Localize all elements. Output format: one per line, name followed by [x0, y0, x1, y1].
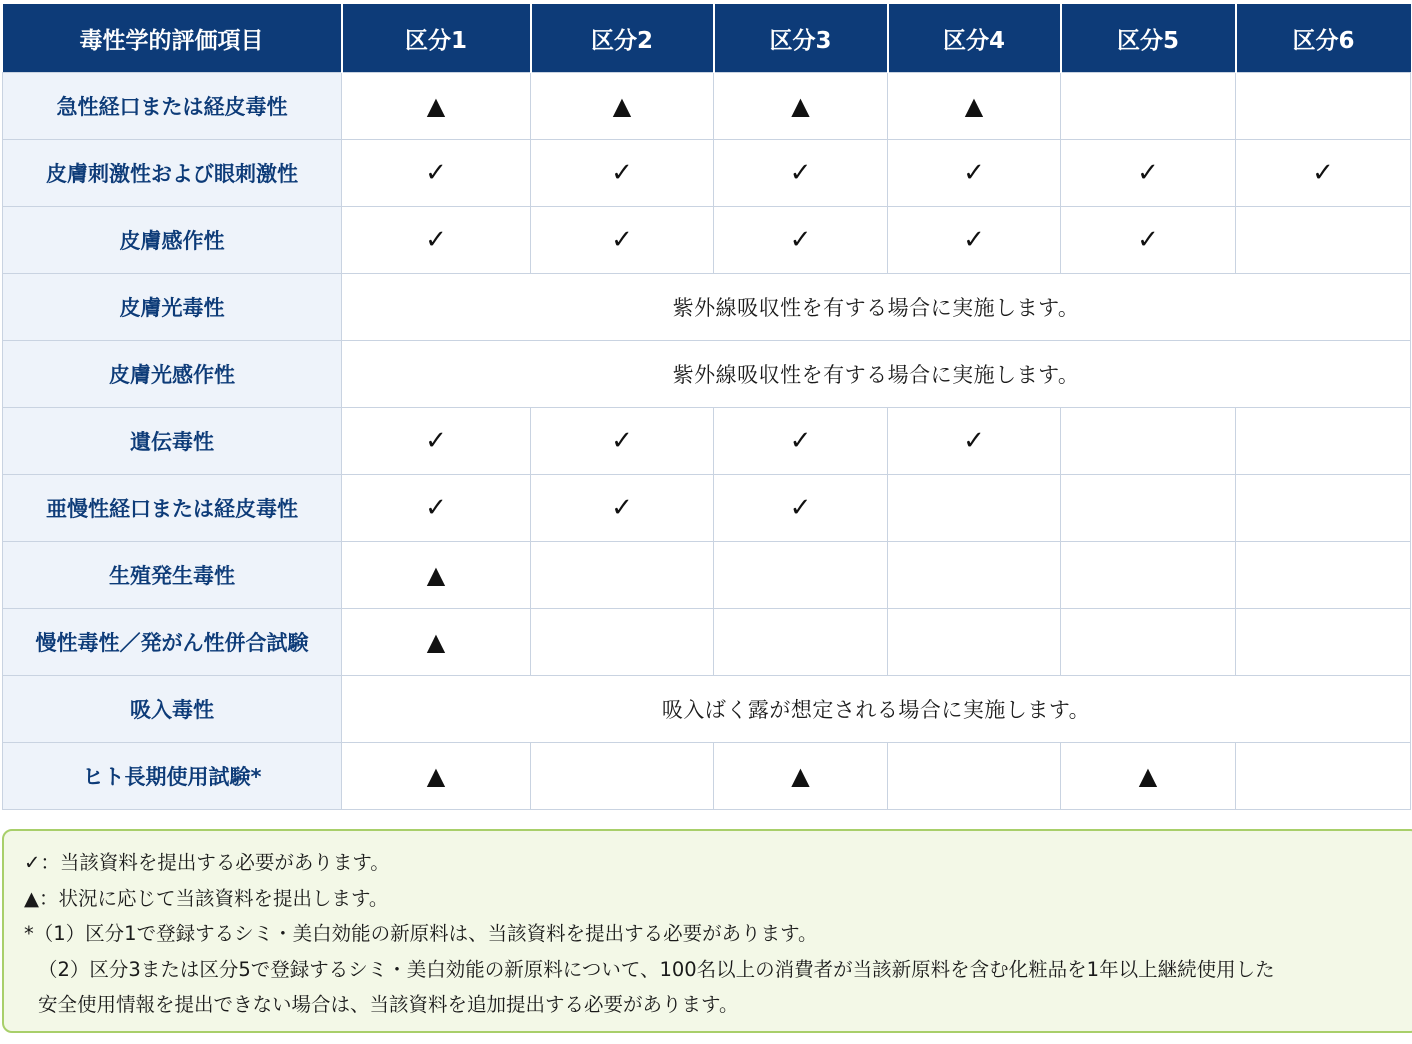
- check-icon: ✓: [1312, 158, 1334, 188]
- row-label: 皮膚刺激性および眼刺激性: [3, 140, 342, 207]
- table-cell: [714, 475, 888, 542]
- header-category-1: 区分1: [342, 4, 531, 73]
- row-label: 亜慢性経口または経皮毒性: [3, 475, 342, 542]
- table-row: [3, 341, 1411, 408]
- check-icon: ✓: [425, 493, 447, 523]
- check-icon: ✓: [611, 426, 633, 456]
- table-row: [3, 542, 1411, 609]
- check-icon: ✓: [963, 225, 985, 255]
- table-cell: [714, 140, 888, 207]
- table-cell: [342, 475, 531, 542]
- table-cell: [888, 609, 1061, 676]
- note-footnote-1: *（1）区分1で登録するシミ・美白効能の新原料は、当該資料を提出する必要があります。: [24, 922, 818, 945]
- check-icon: ✓: [789, 225, 812, 255]
- table-cell: [1236, 73, 1411, 140]
- triangle-icon: ▲: [426, 560, 446, 589]
- table-cell: [1061, 475, 1236, 542]
- check-icon: ✓: [611, 493, 633, 523]
- check-icon: ✓: [789, 493, 812, 523]
- check-icon: ✓: [963, 426, 985, 456]
- table-cell: [1061, 609, 1236, 676]
- table-cell: [1236, 542, 1411, 609]
- table-header-row: [3, 4, 1411, 73]
- triangle-icon: ▲: [426, 91, 446, 120]
- table-cell: [888, 743, 1061, 810]
- table-cell: [888, 207, 1061, 274]
- table-row: [3, 475, 1411, 542]
- row-spanned-note-cell: [342, 274, 1411, 341]
- check-icon: ✓: [789, 426, 812, 456]
- table-cell: [714, 408, 888, 475]
- row-label: 皮膚光毒性: [3, 274, 342, 341]
- triangle-icon: ▲: [1138, 761, 1158, 790]
- check-icon: ✓: [611, 158, 633, 188]
- row-spanned-note-cell: [342, 341, 1411, 408]
- row-label: 吸入毒性: [3, 676, 342, 743]
- note-triangle-legend: ▲：状況に応じて当該資料を提出します。: [24, 886, 389, 910]
- table-cell: [1236, 743, 1411, 810]
- table-cell: [342, 140, 531, 207]
- table-cell: [531, 609, 714, 676]
- triangle-icon: ▲: [964, 91, 984, 120]
- table-cell: [1061, 408, 1236, 475]
- table-cell: [342, 408, 531, 475]
- table-cell: [531, 542, 714, 609]
- table-cell: [714, 73, 888, 140]
- check-icon: ✓: [789, 158, 812, 188]
- row-spanned-note-cell: [342, 676, 1411, 743]
- table-cell: [1061, 73, 1236, 140]
- note-footnote-2-line2: 安全使用情報を提出できない場合は、当該資料を追加提出する必要があります。: [38, 993, 739, 1016]
- toxicology-evaluation-table: [2, 4, 1411, 810]
- table-row: [3, 73, 1411, 140]
- table-row: [3, 408, 1411, 475]
- table-cell: [888, 475, 1061, 542]
- row-label: 急性経口または経皮毒性: [3, 73, 342, 140]
- row-label: 皮膚光感作性: [3, 341, 342, 408]
- row-label: 慢性毒性／発がん性併合試験: [3, 609, 342, 676]
- table-row: [3, 207, 1411, 274]
- table-cell: [1236, 609, 1411, 676]
- table-cell: [531, 475, 714, 542]
- table-cell: [714, 609, 888, 676]
- triangle-icon: ▲: [791, 91, 810, 120]
- check-icon: ✓: [425, 225, 447, 255]
- table-row: [3, 609, 1411, 676]
- row-label: ヒト長期使用試験*: [3, 743, 342, 810]
- header-category-6: 区分6: [1236, 4, 1411, 73]
- table-row: [3, 676, 1411, 743]
- table-cell: [531, 207, 714, 274]
- row-spanned-note: 紫外線吸収性を有する場合に実施します。: [672, 363, 1080, 387]
- triangle-icon: ▲: [426, 627, 446, 656]
- table-row: [3, 743, 1411, 810]
- triangle-icon: ▲: [791, 761, 810, 790]
- table-cell: [1061, 542, 1236, 609]
- table-cell: [714, 542, 888, 609]
- table-cell: [342, 743, 531, 810]
- check-icon: ✓: [425, 426, 447, 456]
- table-cell: [531, 743, 714, 810]
- evaluation-table-container: [2, 4, 1410, 810]
- check-icon: ✓: [425, 158, 447, 188]
- header-category-5: 区分5: [1061, 4, 1236, 73]
- header-item-column: 毒性学的評価項目: [3, 4, 342, 73]
- header-category-4: 区分4: [888, 4, 1061, 73]
- table-cell: [342, 542, 531, 609]
- check-icon: ✓: [1137, 225, 1159, 255]
- row-spanned-note: 紫外線吸収性を有する場合に実施します。: [672, 296, 1080, 320]
- header-category-3: 区分3: [714, 4, 888, 73]
- table-cell: [531, 408, 714, 475]
- table-cell: [342, 73, 531, 140]
- table-cell: [714, 207, 888, 274]
- table-row: [3, 274, 1411, 341]
- table-cell: [531, 73, 714, 140]
- table-cell: [531, 140, 714, 207]
- table-cell: [888, 408, 1061, 475]
- row-spanned-note: 吸入ばく露が想定される場合に実施します。: [661, 698, 1091, 722]
- note-check-legend: ✓：当該資料を提出する必要があります。: [24, 851, 390, 874]
- table-cell: [1061, 140, 1236, 207]
- table-cell: [888, 542, 1061, 609]
- table-cell: [888, 73, 1061, 140]
- triangle-icon: ▲: [426, 761, 446, 790]
- row-label: 生殖発生毒性: [3, 542, 342, 609]
- check-icon: ✓: [963, 158, 985, 188]
- table-body: [3, 73, 1411, 810]
- check-icon: ✓: [1137, 158, 1159, 188]
- table-cell: [1236, 140, 1411, 207]
- table-cell: [1236, 408, 1411, 475]
- table-cell: [1061, 207, 1236, 274]
- table-cell: [714, 743, 888, 810]
- row-label: 皮膚感作性: [3, 207, 342, 274]
- table-cell: [1061, 743, 1236, 810]
- table-cell: [888, 140, 1061, 207]
- triangle-icon: ▲: [612, 91, 632, 120]
- table-row: [3, 140, 1411, 207]
- table-cell: [342, 207, 531, 274]
- table-cell: [1236, 207, 1411, 274]
- table-cell: [1236, 475, 1411, 542]
- header-category-2: 区分2: [531, 4, 714, 73]
- row-label: 遺伝毒性: [3, 408, 342, 475]
- legend-notes-box: [2, 829, 1412, 1033]
- note-footnote-2-line1: （2）区分3または区分5で登録するシミ・美白効能の新原料について、100名以上の消費者が当該新原料を含む化粧品を1年以上継続使用した: [38, 957, 1275, 981]
- check-icon: ✓: [611, 225, 633, 255]
- table-cell: [342, 609, 531, 676]
